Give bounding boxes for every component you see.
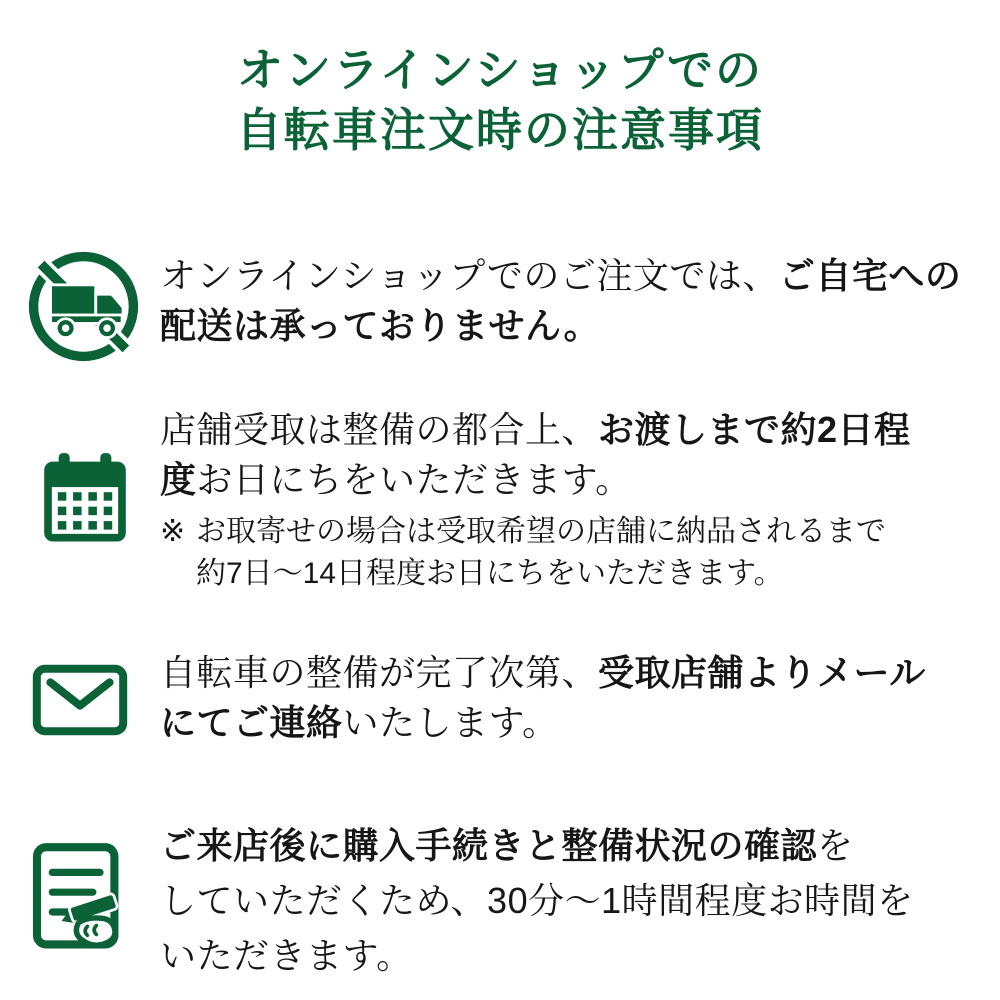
page-title-line-1: オンラインショップでの xyxy=(237,44,763,96)
section-in-store-time-text: ご来店後に購入手続きと整備状況の確認を していただくため、30分〜1時間程度お時間を いただきます。 xyxy=(160,825,914,976)
section-no-home-delivery-text: オンラインショップでのご注文では、ご自宅への 配送は承っておりません。 xyxy=(160,255,962,346)
section-store-pickup-text: 店舗受取は整備の都合上、お渡しまで約2日程 度お日にちをいただきます。 xyxy=(160,409,911,500)
section-email-notification-text: 自転車の整備が完了次第、受取店舗よりメール にてご連絡いたします。 xyxy=(160,652,926,743)
envelope-icon xyxy=(32,664,128,736)
document-signing-icon xyxy=(28,840,136,957)
no-delivery-truck-icon xyxy=(27,250,140,363)
page-title-line-2: 自転車注文時の注意事項 xyxy=(236,104,764,156)
pickup-note xyxy=(160,511,980,595)
page-title xyxy=(0,40,1000,160)
calendar-icon xyxy=(34,448,136,550)
note-text: お取寄せの場合は受取希望の店舗に納品されるまで 約7日〜14日程度お日にちをいただきます。 xyxy=(196,515,886,590)
note-reference-mark: ※ xyxy=(160,515,186,548)
